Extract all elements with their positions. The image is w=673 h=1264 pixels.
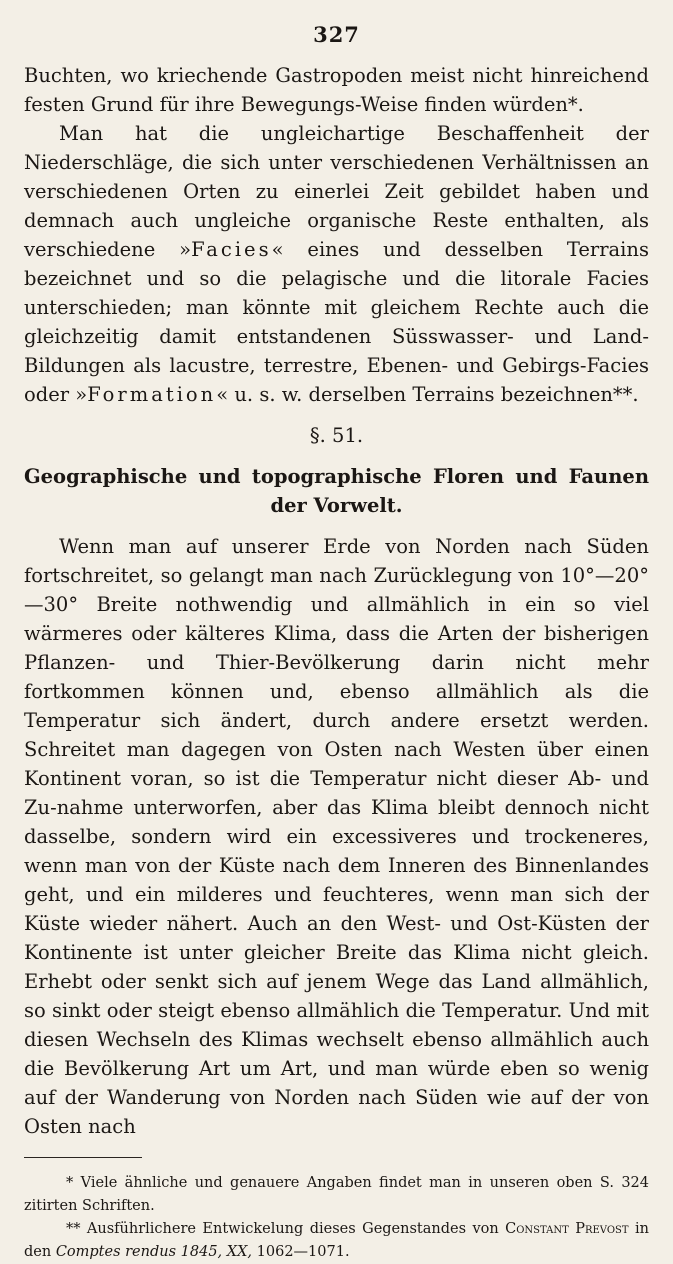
footnote-2-lead: ** Ausführlichere Entwickelung dieses Gegenstandes von [66,1221,506,1237]
footnote-divider [24,1157,142,1158]
page-number: 327 [313,22,360,47]
term-facies: Facies [191,238,272,261]
section-title: Geographische und topographische Floren und Faunen der Vorwelt. [24,465,649,517]
footnote-2-author: Constant Prevost [505,1221,629,1237]
paragraph-facies-text-3: « u. s. w. derselben Terrains bezeichnen**. [216,383,639,406]
paragraph-facies-text-2: « eines und desselben Terrains bezeichnet und so die pelagische und die litorale Facies unterschieden; man könnte mit gleichem Rechte auch die gleichzeitig damit entstandenen Süsswasser- und Land-Bildungen als lacustre, terrestre, Ebenen- und Gebirgs-Facies oder » [24,238,649,406]
paragraph-continuation: Buchten, wo kriechende Gastropoden meist nicht hinreichend festen Grund für ihre Bewegungs-Weise finden würden*. [24,64,649,116]
section-number: §. 51. [309,424,364,447]
paragraph-main: Wenn man auf unserer Erde von Norden nach Süden fortschreitet, so gelangt man nach Zurücklegung von 10°—20°—30° Breite nothwendig und allmählich in ein so viel wärmeres oder kälteres Klima, dass die Arten der bisherigen Pflanzen- und Thier-Bevölkerung darin nicht mehr fortkommen können und, ebenso allmählich als die Temperatur sich ändert, durch andere ersetzt werden. Schreitet man dagegen von Osten nach Westen über einen Kontinent voran, so ist die Temperatur nicht dieser Ab- und Zu-nahme unterworfen, aber das Klima bleibt dennoch nicht dasselbe, sondern wird ein excessiveres und trockeneres, wenn man von der Küste nach dem Inneren des Binnenlandes geht, und ein milderes und feuchteres, wenn man sich der Küste wieder nähert. Auch an den West- und Ost-Küsten der Kontinente ist unter gleicher Breite das Klima nicht gleich. Erhebt oder senkt sich auf jenem Wege das Land allmählich, so sinkt oder steigt ebenso allmählich die Temperatur. Und mit diesen Wechseln des Klimas wechselt ebenso allmählich auch die Bevölkerung Art um Art, und man würde eben so wenig auf der Wanderung von Norden nach Süden wie auf der von Osten nach [24,535,649,1138]
footnote-1: * Viele ähnliche und genauere Angaben findet man in unseren oben S. 324 zitirten Schriften. [24,1175,649,1214]
footnote-2-journal: Comptes rendus 1845, XX, [55,1244,253,1260]
footnote-2-tail: 1062—1071. [252,1244,350,1260]
footnote-2-mid: in den [24,1221,649,1260]
term-formation: Formation [87,383,217,406]
paragraph-facies [24,119,649,409]
paragraph-facies-text-1: Man hat die ungleichartige Beschaffenheit der Niederschläge, die sich unter verschiedenen Verhältnissen an verschiedenen Orten zu einerlei Zeit gebildet haben und demnach auch ungleiche organische Reste enthalten, als verschiedene » [24,122,649,261]
footnote-2 [24,1218,649,1264]
